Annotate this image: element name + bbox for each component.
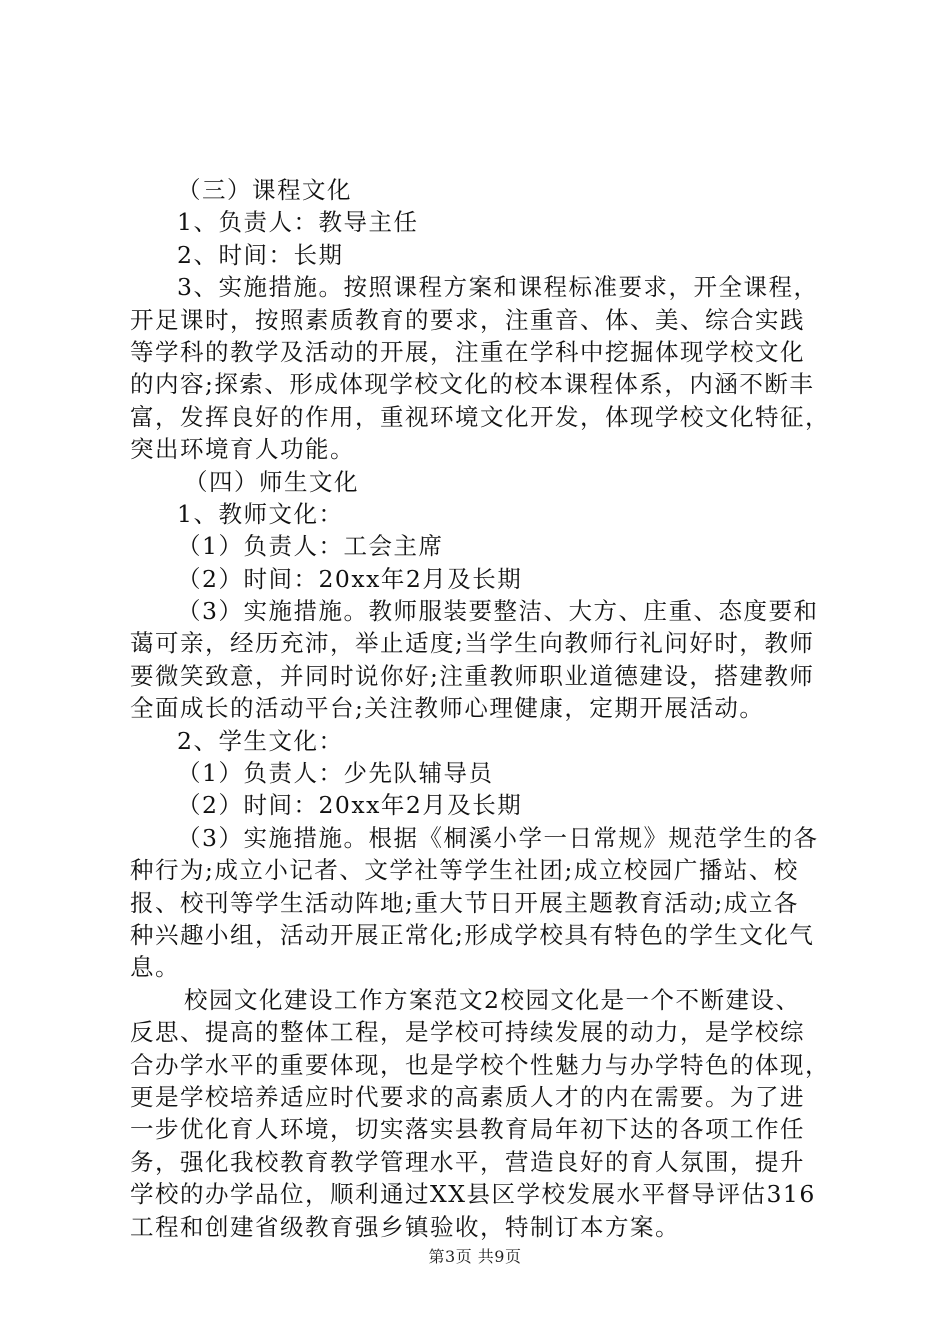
text-line: （1）负责人：少先队辅导员 [177, 759, 494, 788]
text-line: 全面成长的活动平台;关注教师心理健康，定期开展活动。 [130, 694, 765, 723]
text-line: 一步优化育人环境，切实落实县教育局年初下达的各项工作任 [130, 1115, 805, 1144]
text-line: 蔼可亲，经历充沛，举止适度;当学生向教师行礼问好时，教师 [130, 629, 815, 658]
text-line: 种兴趣小组，活动开展正常化;形成学校具有特色的学生文化气 [130, 920, 815, 949]
text-line: 息。 [130, 953, 180, 982]
document-body [130, 174, 840, 1243]
section-heading-curriculum: （三）课程文化 [177, 176, 352, 204]
text-line: 反思、提高的整体工程，是学校可持续发展的动力，是学校综 [130, 1018, 805, 1047]
text-line: （3）实施措施。根据《桐溪小学一日常规》规范学生的各 [177, 823, 819, 852]
text-line: 等学科的教学及活动的开展，注重在学科中挖掘体现学校文化 [130, 337, 805, 366]
text-line: 要微笑致意，并同时说你好;注重教师职业道德建设，搭建教师 [130, 661, 815, 690]
text-line: （2）时间：20xx年2月及长期 [177, 564, 523, 593]
text-line: 报、校刊等学生活动阵地;重大节日开展主题教育活动;成立各 [130, 888, 799, 917]
text-line: 种行为;成立小记者、文学社等学生社团;成立校园广播站、校 [130, 856, 799, 885]
text-line: 2、学生文化： [177, 726, 344, 755]
page-number-footer: 第3页 共9页 [428, 1247, 522, 1266]
text-line: 更是学校培养适应时代要求的高素质人才的内在需要。为了进 [130, 1082, 805, 1111]
text-line: （2）时间：20xx年2月及长期 [177, 791, 523, 820]
text-line: 2、时间：长期 [177, 240, 344, 269]
text-line: （3）实施措施。教师服装要整洁、大方、庄重、态度要和 [177, 597, 819, 626]
text-line: 的内容;探索、形成体现学校文化的校本课程体系，内涵不断丰 [130, 370, 815, 399]
text-line: 富，发挥良好的作用，重视环境文化开发，体现学校文化特征， [130, 402, 830, 431]
text-line: （1）负责人：工会主席 [177, 532, 444, 561]
text-line: 合办学水平的重要体现，也是学校个性魅力与办学特色的体现， [130, 1050, 830, 1079]
text-line: 1、负责人：教导主任 [177, 208, 419, 237]
text-line: 工程和创建省级教育强乡镇验收，特制订本方案。 [130, 1212, 680, 1241]
text-line: 学校的办学品位，顺利通过XX县区学校发展水平督导评估316 [130, 1180, 816, 1209]
section-heading-teacher-student: （四）师生文化 [184, 467, 359, 496]
text-line: 3、实施措施。按照课程方案和课程标准要求，开全课程， [177, 273, 819, 302]
text-line: 开足课时，按照素质教育的要求，注重音、体、美、综合实践 [130, 305, 805, 334]
text-line: 校园文化建设工作方案范文2校园文化是一个不断建设、 [184, 985, 801, 1014]
text-line: 务，强化我校教育教学管理水平，营造良好的育人氛围，提升 [130, 1147, 805, 1176]
text-line: 1、教师文化： [177, 499, 344, 528]
text-line: 突出环境育人功能。 [130, 435, 355, 464]
